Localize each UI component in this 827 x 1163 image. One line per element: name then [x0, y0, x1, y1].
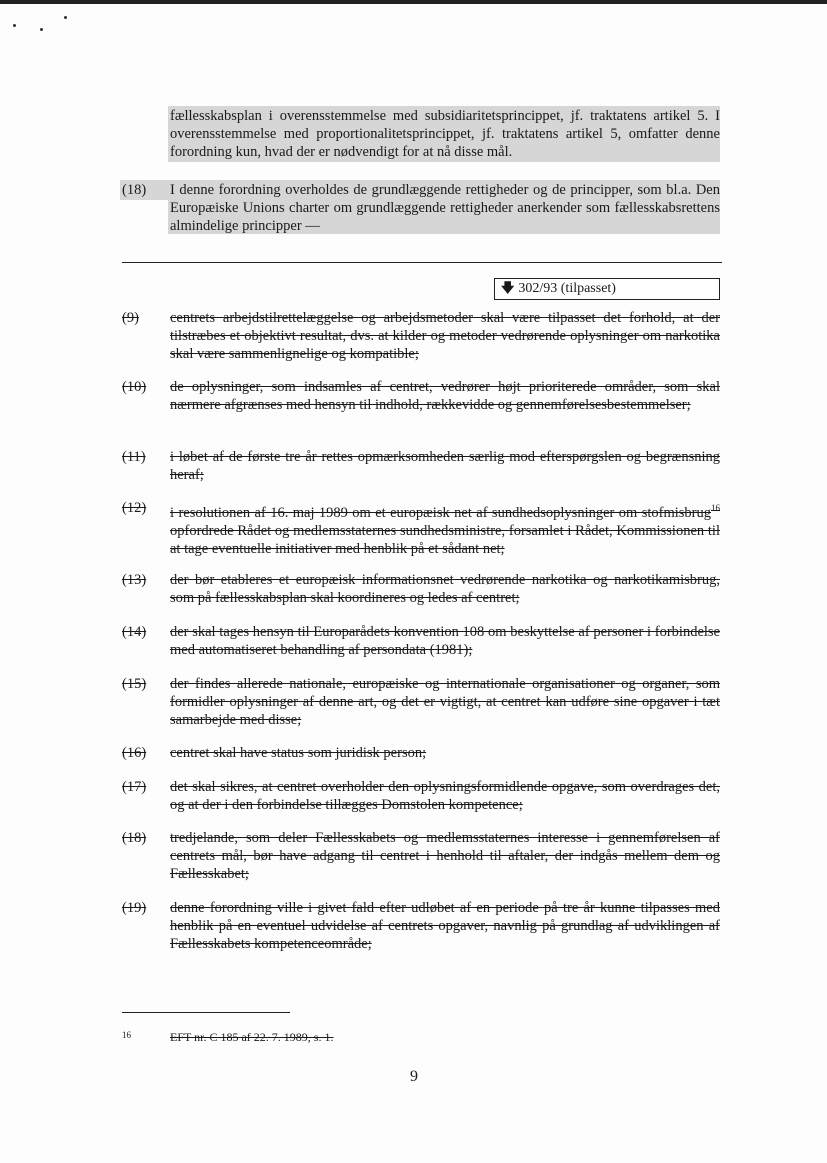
recital-number: (17) [122, 779, 147, 795]
recital-number: (15) [122, 676, 147, 692]
recital-number: (14) [122, 624, 147, 640]
footnote-number: 16 [122, 1030, 131, 1040]
recital-number: (18) [122, 182, 147, 198]
recital-text: der findes allerede nationale, europæiske og internationale organisationer og organer, som formidler oplysninger af denne art, og det er vigtigt, at centret kan udføre sine opgaver i tæt samarbejde med disse; [170, 676, 720, 728]
scan-speck [13, 24, 16, 27]
recital-text: der skal tages hensyn til Europarådets konvention 108 om beskyttelse af personer i forbindelse med automatiseret behandling af persondata (1981); [170, 624, 720, 658]
footnote-reference: 16 [711, 503, 720, 513]
recital-number: (19) [122, 900, 147, 916]
recital-text-part: opfordrede Rådet og medlemsstaternes sundhedsministre, forsamlet i Rådet, Kommissionen til at tage eventuelle initiativer med henblik på et sådant net; [170, 522, 720, 557]
scan-speck [64, 16, 67, 19]
recital-text-part: i resolutionen af 16. maj 1989 om et europæisk net af sundhedsoplysninger om stofmisbrug [170, 504, 711, 521]
recital-number: (18) [122, 830, 147, 846]
recital-text: det skal sikres, at centret overholder den oplysningsformidlende opgave, som overdrages det, og at der i den forbindelse tillægges Domstolen kompetence; [170, 779, 720, 813]
recital-text: I denne forordning overholdes de grundlæggende rettigheder og de principper, som bl.a. Den Europæiske Unions charter om grundlæggende rettigheder anerkender som fællesskabsrettens almindelige principper — [170, 182, 720, 234]
scan-top-border [0, 0, 827, 4]
recital-number: (16) [122, 745, 147, 761]
down-arrow-icon: 🡇 [501, 281, 515, 296]
recital-text: de oplysninger, som indsamles af centret, vedrører højt prioriterede områder, som skal nærmere afgrænses med hensyn til indhold, rækkevidde og gennemførelsesbestemmelser; [170, 379, 720, 413]
recital-text: der bør etableres et europæisk informationsnet vedrørende narkotika og narkotikamisbrug, som på fællesskabsplan skal koordineres og ledes af centret; [170, 572, 720, 606]
page-number: 9 [410, 1068, 418, 1085]
recital-number: (9) [122, 310, 139, 326]
recital-number: (10) [122, 379, 147, 395]
footnote-text: EFT nr. C 185 af 22. 7. 1989, s. 1. [170, 1030, 334, 1044]
recital-text: tredjelande, som deler Fællesskabets og medlemsstaternes interesse i gennemførelsen af centrets mål, bør have adgang til centret i henhold til aftaler, der indgås mellem dem og Fællesskabet; [170, 830, 720, 882]
recital-number: (13) [122, 572, 147, 588]
recital-text: centrets arbejdstilrettelæggelse og arbejdsmetoder skal være tilpasset det forhold, at der tilstræbes et objektivt resultat, dvs. at kilder og metoder vedrørende oplysninger om narkotika skal være sammenlignelige og kompatible; [170, 310, 720, 362]
source-reference-label: 302/93 (tilpasset) [518, 281, 616, 296]
recital-text: denne forordning ville i givet fald efter udløbet af en periode på tre år kunne tilpasses med henblik på en eventuel udvidelse af centrets opgaver, navnlig på grundlag af udviklingen af Fællesskabets kompetenceområde; [170, 900, 720, 952]
source-reference-tag [494, 278, 720, 300]
recital-text [170, 499, 720, 558]
recital-text: centret skal have status som juridisk person; [170, 745, 427, 761]
footnote-divider [122, 1012, 290, 1013]
recital-text: i løbet af de første tre år rettes opmærksomheden særlig mod efterspørgslen og begrænsning heraf; [170, 449, 720, 483]
recital-number: (12) [122, 500, 147, 516]
scan-speck [40, 28, 43, 31]
intro-continuation: fællesskabsplan i overensstemmelse med subsidiaritetsprincippet, jf. traktatens artikel 5. I overensstemmelse med proportionalitetsprincippet, jf. traktatens artikel 5, omfatter denne forordning kun, hvad der er nødvendigt for at nå disse mål. [170, 108, 720, 160]
recital-number: (11) [122, 449, 146, 465]
section-divider [122, 262, 722, 263]
